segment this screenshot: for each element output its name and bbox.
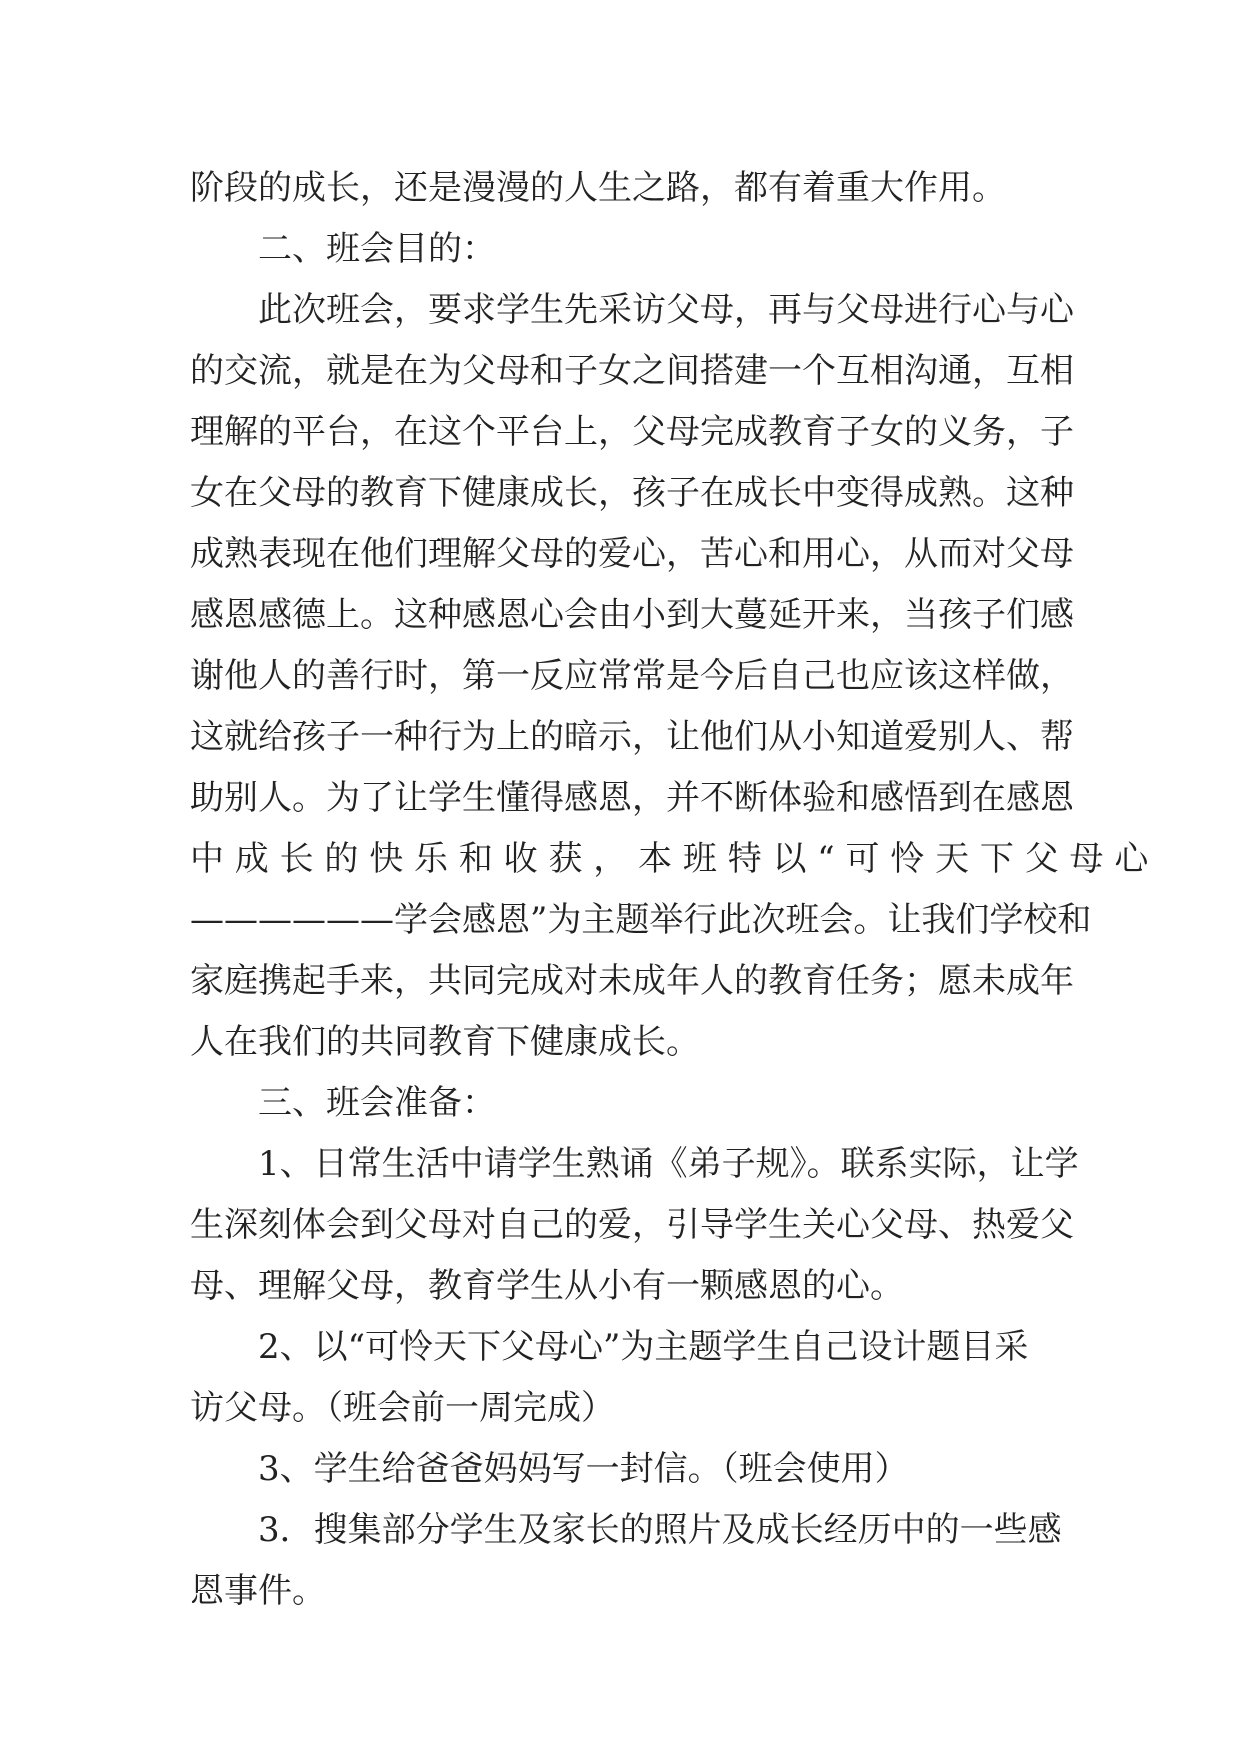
text-line: 恩事件。 (190, 1571, 326, 1611)
text-line: 家庭携起手来，共同完成对未成年人的教育任务；愿未成年 (190, 961, 1074, 1001)
text-line: 访父母。（班会前一周完成） (190, 1388, 615, 1428)
text-line: 助别人。为了让学生懂得感恩，并不断体验和感悟到在感恩 (190, 778, 1074, 818)
text-line: 人在我们的共同教育下健康成长。 (190, 1022, 700, 1062)
section-heading-preparation: 三、班会准备： (258, 1083, 496, 1123)
list-item: 3．搜集部分学生及家长的照片及成长经历中的一些感 (258, 1510, 1062, 1550)
document-body (190, 158, 1149, 1622)
text-line: 理解的平台，在这个平台上，父母完成教育子女的义务，子 (190, 412, 1074, 452)
text-line: 生深刻体会到父母对自己的爱，引导学生关心父母、热爱父 (190, 1205, 1074, 1245)
list-item: 2、以“可怜天下父母心”为主题学生自己设计题目采 (258, 1327, 1029, 1367)
list-item: 1、日常生活中请学生熟诵《弟子规》。联系实际，让学 (258, 1144, 1079, 1184)
text-line: 这就给孩子一种行为上的暗示，让他们从小知道爱别人、帮 (190, 717, 1074, 757)
text-line: 阶段的成长，还是漫漫的人生之路，都有着重大作用。 (190, 168, 1006, 208)
text-line: 谢他人的善行时，第一反应常常是今后自己也应该这样做， (190, 656, 1074, 696)
text-line: 的交流，就是在为父母和子女之间搭建一个互相沟通，互相 (190, 351, 1074, 391)
text-line: 成熟表现在他们理解父母的爱心，苦心和用心，从而对父母 (190, 534, 1074, 574)
text-line: ——————学会感恩”为主题举行此次班会。让我们学校和 (190, 900, 1092, 940)
text-line: 此次班会，要求学生先采访父母，再与父母进行心与心 (258, 290, 1074, 330)
section-heading-purpose: 二、班会目的： (258, 229, 496, 269)
text-line: 中 成 长 的 快 乐 和 收 获 ， 本 班 特 以 “ 可 怜 天 下 父 母 心 (190, 839, 1149, 879)
text-line: 感恩感德上。这种感恩心会由小到大蔓延开来，当孩子们感 (190, 595, 1074, 635)
text-line: 母、理解父母，教育学生从小有一颗感恩的心。 (190, 1266, 904, 1306)
list-item: 3、学生给爸爸妈妈写一封信。（班会使用） (258, 1449, 909, 1489)
text-line: 女在父母的教育下健康成长，孩子在成长中变得成熟。这种 (190, 473, 1074, 513)
